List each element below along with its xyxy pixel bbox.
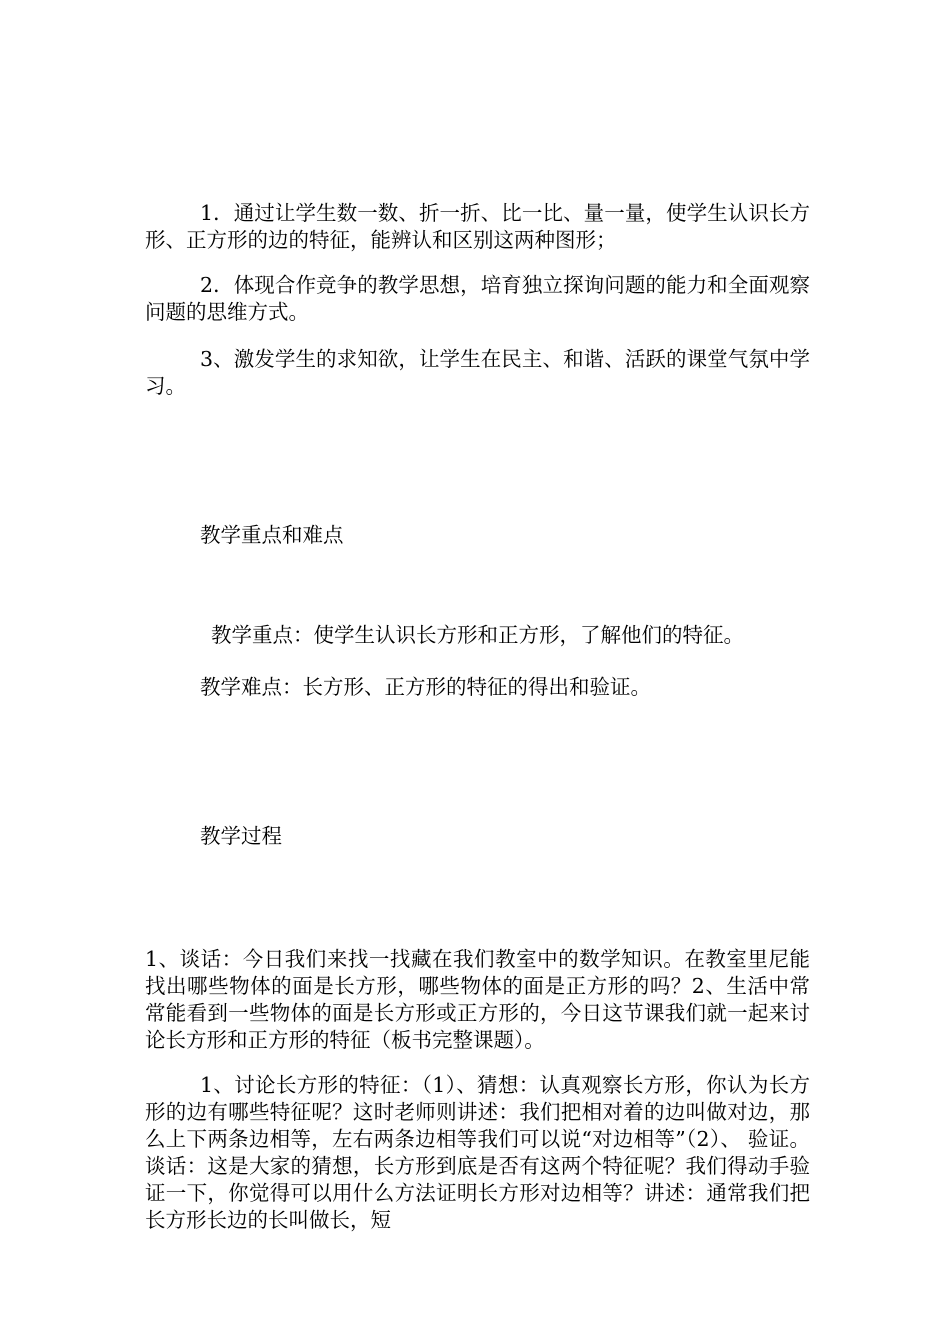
objective-3: 3、激发学生的求知欲，让学生在民主、和谐、活跃的课堂气氛中学习。 [145,347,810,398]
section-heading-key-points: 教学重点和难点 [200,523,344,547]
teaching-difficulty: 教学难点：长方形、正方形的特征的得出和验证。 [200,675,651,699]
process-paragraph-1: 1、谈话：今日我们来找一找藏在我们教室中的数学知识。在教室里尼能找出哪些物体的面是长方形，哪些物体的面是正方形的吗？2、生活中常常能看到一些物体的面是长方形或正方形的，今日这节课我们就一起来讨论长方形和正方形的特征（板书完整课题）。 [145,947,810,1052]
teaching-focus: 教学重点：使学生认识长方形和正方形，了解他们的特征。 [211,623,744,647]
objective-1: 1．通过让学生数一数、折一折、比一比、量一量，使学生认识长方形、正方形的边的特征，能辨认和区别这两种图形； [145,201,810,252]
objective-2: 2．体现合作竞争的教学思想，培育独立探询问题的能力和全面观察问题的思维方式。 [145,273,810,324]
process-paragraph-2: 1、讨论长方形的特征：（1）、猜想：认真观察长方形，你认为长方形的边有哪些特征呢？这时老师则讲述：我们把相对着的边叫做对边，那么上下两条边相等，左右两条边相等我们可以说“对边相等”（2）、 验证。谈话：这是大家的猜想，长方形到底是否有这两个特征呢？我们得动手验证一下，你觉得可以用什么方法证明长方形对边相等？讲述：通常我们把长方形长边的长叫做长，短 [145,1073,810,1232]
section-heading-process: 教学过程 [200,824,282,848]
